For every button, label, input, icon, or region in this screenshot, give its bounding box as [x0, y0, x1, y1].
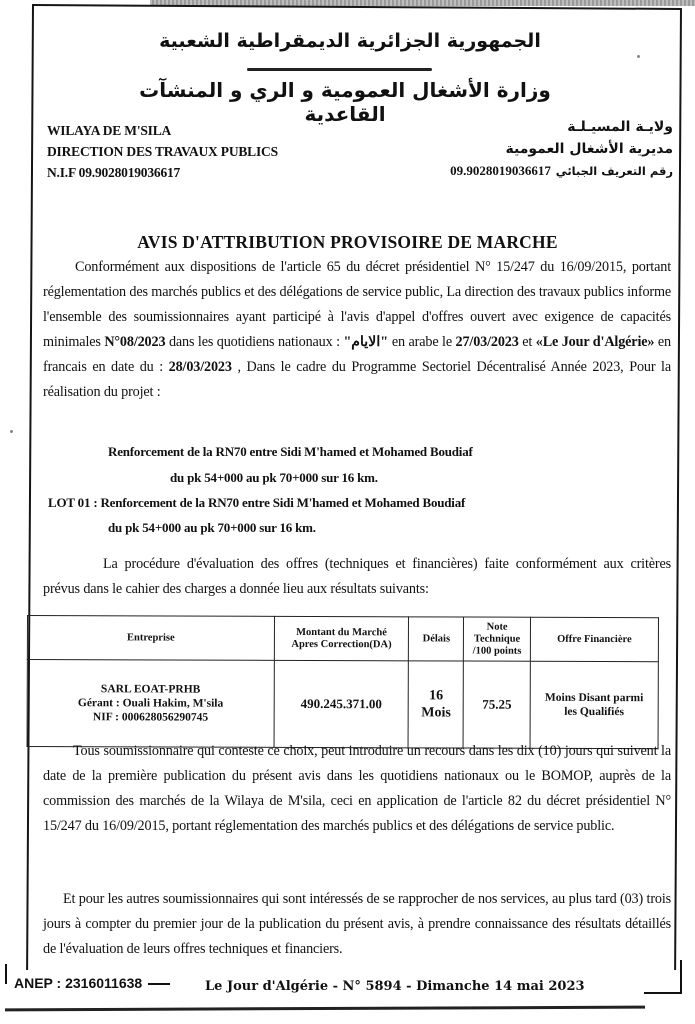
header-montant-line1: Montant du Marché [296, 626, 387, 638]
header-note-line1: Note [486, 621, 508, 633]
cell-note: 75.25 [464, 661, 531, 748]
wilaya-label-ar: ولايـة المسيـلـة [567, 119, 673, 135]
intro-text-d: et [518, 334, 536, 350]
anep-number: ANEP : 2316011638 [14, 975, 143, 991]
direction-label: DIRECTION DES TRAVAUX PUBLICS [47, 144, 278, 159]
evaluation-text: La procédure d'évaluation des offres (techniques et financières) faite conformément aux critères prévus dans le cahier des charges a donnée lieu aux résultats suivants: [43, 556, 671, 597]
cell-montant: 490.245.371.00 [274, 660, 409, 747]
table-header-row [27, 616, 658, 662]
publication-info: Le Jour d'Algérie - N° 5894 - Dimanche 14 mai 2023 [205, 979, 585, 994]
cell-offre [530, 661, 658, 748]
scan-speck [637, 55, 640, 58]
french-publication-date: 28/03/2023 [168, 359, 232, 375]
header-note-line2: Technique [473, 633, 521, 645]
table-row [27, 660, 658, 749]
results-table [27, 615, 659, 749]
intro-text-e: en francais en date du : [43, 334, 671, 375]
scan-speck [10, 430, 13, 433]
company-nif: NIF : 000628056290745 [92, 711, 209, 724]
header-offre: Offre Financière [530, 617, 658, 661]
company-name: SARL EOAT-PRHB [100, 683, 201, 696]
arabic-publication-date: 27/03/2023 [455, 334, 519, 350]
nif-label-ar [373, 160, 673, 182]
delay-unit: Mois [421, 705, 451, 721]
header-entreprise: Entreprise [27, 616, 274, 661]
offer-line2: les Qualifiés [564, 705, 624, 719]
cell-entreprise [27, 660, 274, 748]
notice-title: AVIS D'ATTRIBUTION PROVISOIRE DE MARCHE [137, 232, 558, 252]
intro-text-f: , Dans le cadre du Programme Sectoriel Décentralisé Année 2023, Pour la réalisation du projet : [43, 359, 671, 400]
header-montant [274, 616, 409, 660]
company-manager: Gérant : Ouali Hakim, M'sila [77, 697, 224, 710]
lot-title-line1: LOT 01 : Renforcement de la RN70 entre Sidi M'hamed et Mohamed Boudiaf [48, 495, 466, 510]
header-montant-line2: Apres Correction(DA) [291, 638, 392, 650]
paragraph-intro [43, 255, 671, 405]
header-note [464, 617, 531, 661]
project-title-line2: du pk 54+000 au pk 70+000 sur 16 km. [170, 470, 378, 485]
delay-number: 16 [429, 688, 444, 704]
tender-number: N°08/2023 [104, 334, 166, 350]
paragraph-consultation [43, 887, 671, 962]
nif-caption-ar: رقم التعريف الجبائي [555, 164, 673, 178]
intro-text-a: Conformément aux dispositions de l'article 65 du décret présidentiel N° 15/247 du 16/09/2015, portant réglementation des marchés publics et des délégations de service public, La direction des travaux publics informe l'ensemble des soumissionnaires ayant participé à l'avis d'appel d'offres ouvert avec exigence de capacités minimales [43, 259, 671, 350]
lot-title-line2: du pk 54+000 au pk 70+000 sur 16 km. [108, 520, 316, 535]
offer-line1: Moins Disant parmi [544, 691, 644, 705]
project-title-line1: Renforcement de la RN70 entre Sidi M'hamed et Mohamed Boudiaf [108, 444, 473, 459]
arabic-republic-heading: الجمهورية الجزائرية الديمقراطية الشعبية [159, 30, 541, 52]
header-left-block [47, 120, 278, 183]
page-bottom-rule [5, 1006, 645, 1012]
paragraph-recourse [43, 739, 671, 839]
recourse-text: Tous soumissionnaire qui conteste ce choix, peut introduire un recours dans les dix (10) jours qui suivent la date de la première publication du présent avis dans les quotidiens nationaux ou le BOMOP, auprès de la commission des marchés de la Wilaya de M'sila, ceci en application de l'article 82 du décret présidentiel N° 15/247 du 16/09/2015, portant réglementation des marchés publics et des délégations de service public. [43, 743, 671, 834]
footer-right-bracket-h [644, 992, 682, 994]
paragraph-evaluation [43, 552, 671, 602]
intro-text-c: en arabe le [388, 334, 456, 350]
cell-delais [408, 661, 463, 748]
french-newspaper: «Le Jour d'Algérie» [535, 334, 655, 350]
footer-left-bracket [5, 964, 7, 984]
nif-number: 09.9028019036617 [450, 163, 551, 178]
footer-right-bracket-v [680, 960, 682, 994]
header-delais: Délais [409, 617, 464, 661]
anep-reference [14, 975, 170, 991]
arabic-ministry-heading: وزارة الأشغال العمومية و الري و المنشآت القاعدية [139, 78, 551, 126]
header-note-line3: /100 points [472, 645, 522, 657]
wilaya-label: WILAYA DE M'SILA [47, 123, 172, 138]
heading-underline [247, 68, 432, 71]
intro-text-b: dans les quotidiens nationaux : [165, 334, 344, 350]
consultation-text: Et pour les autres soumissionnaires qui sont intéressés de se rapprocher de nos services, au plus tard (03) trois jours à compter du premier jour de la publication du présent avis, à prendre connaissance des résultats détaillés de l'évaluation de leurs offres techniques et financiers. [43, 891, 671, 957]
nif-label: N.I.F 09.9028019036617 [47, 165, 181, 180]
arabic-newspaper: "الايام" [343, 334, 389, 350]
direction-label-ar: مديرية الأشغال العمومية [505, 141, 673, 157]
header-right-block [373, 116, 673, 182]
anep-dash [148, 983, 170, 985]
